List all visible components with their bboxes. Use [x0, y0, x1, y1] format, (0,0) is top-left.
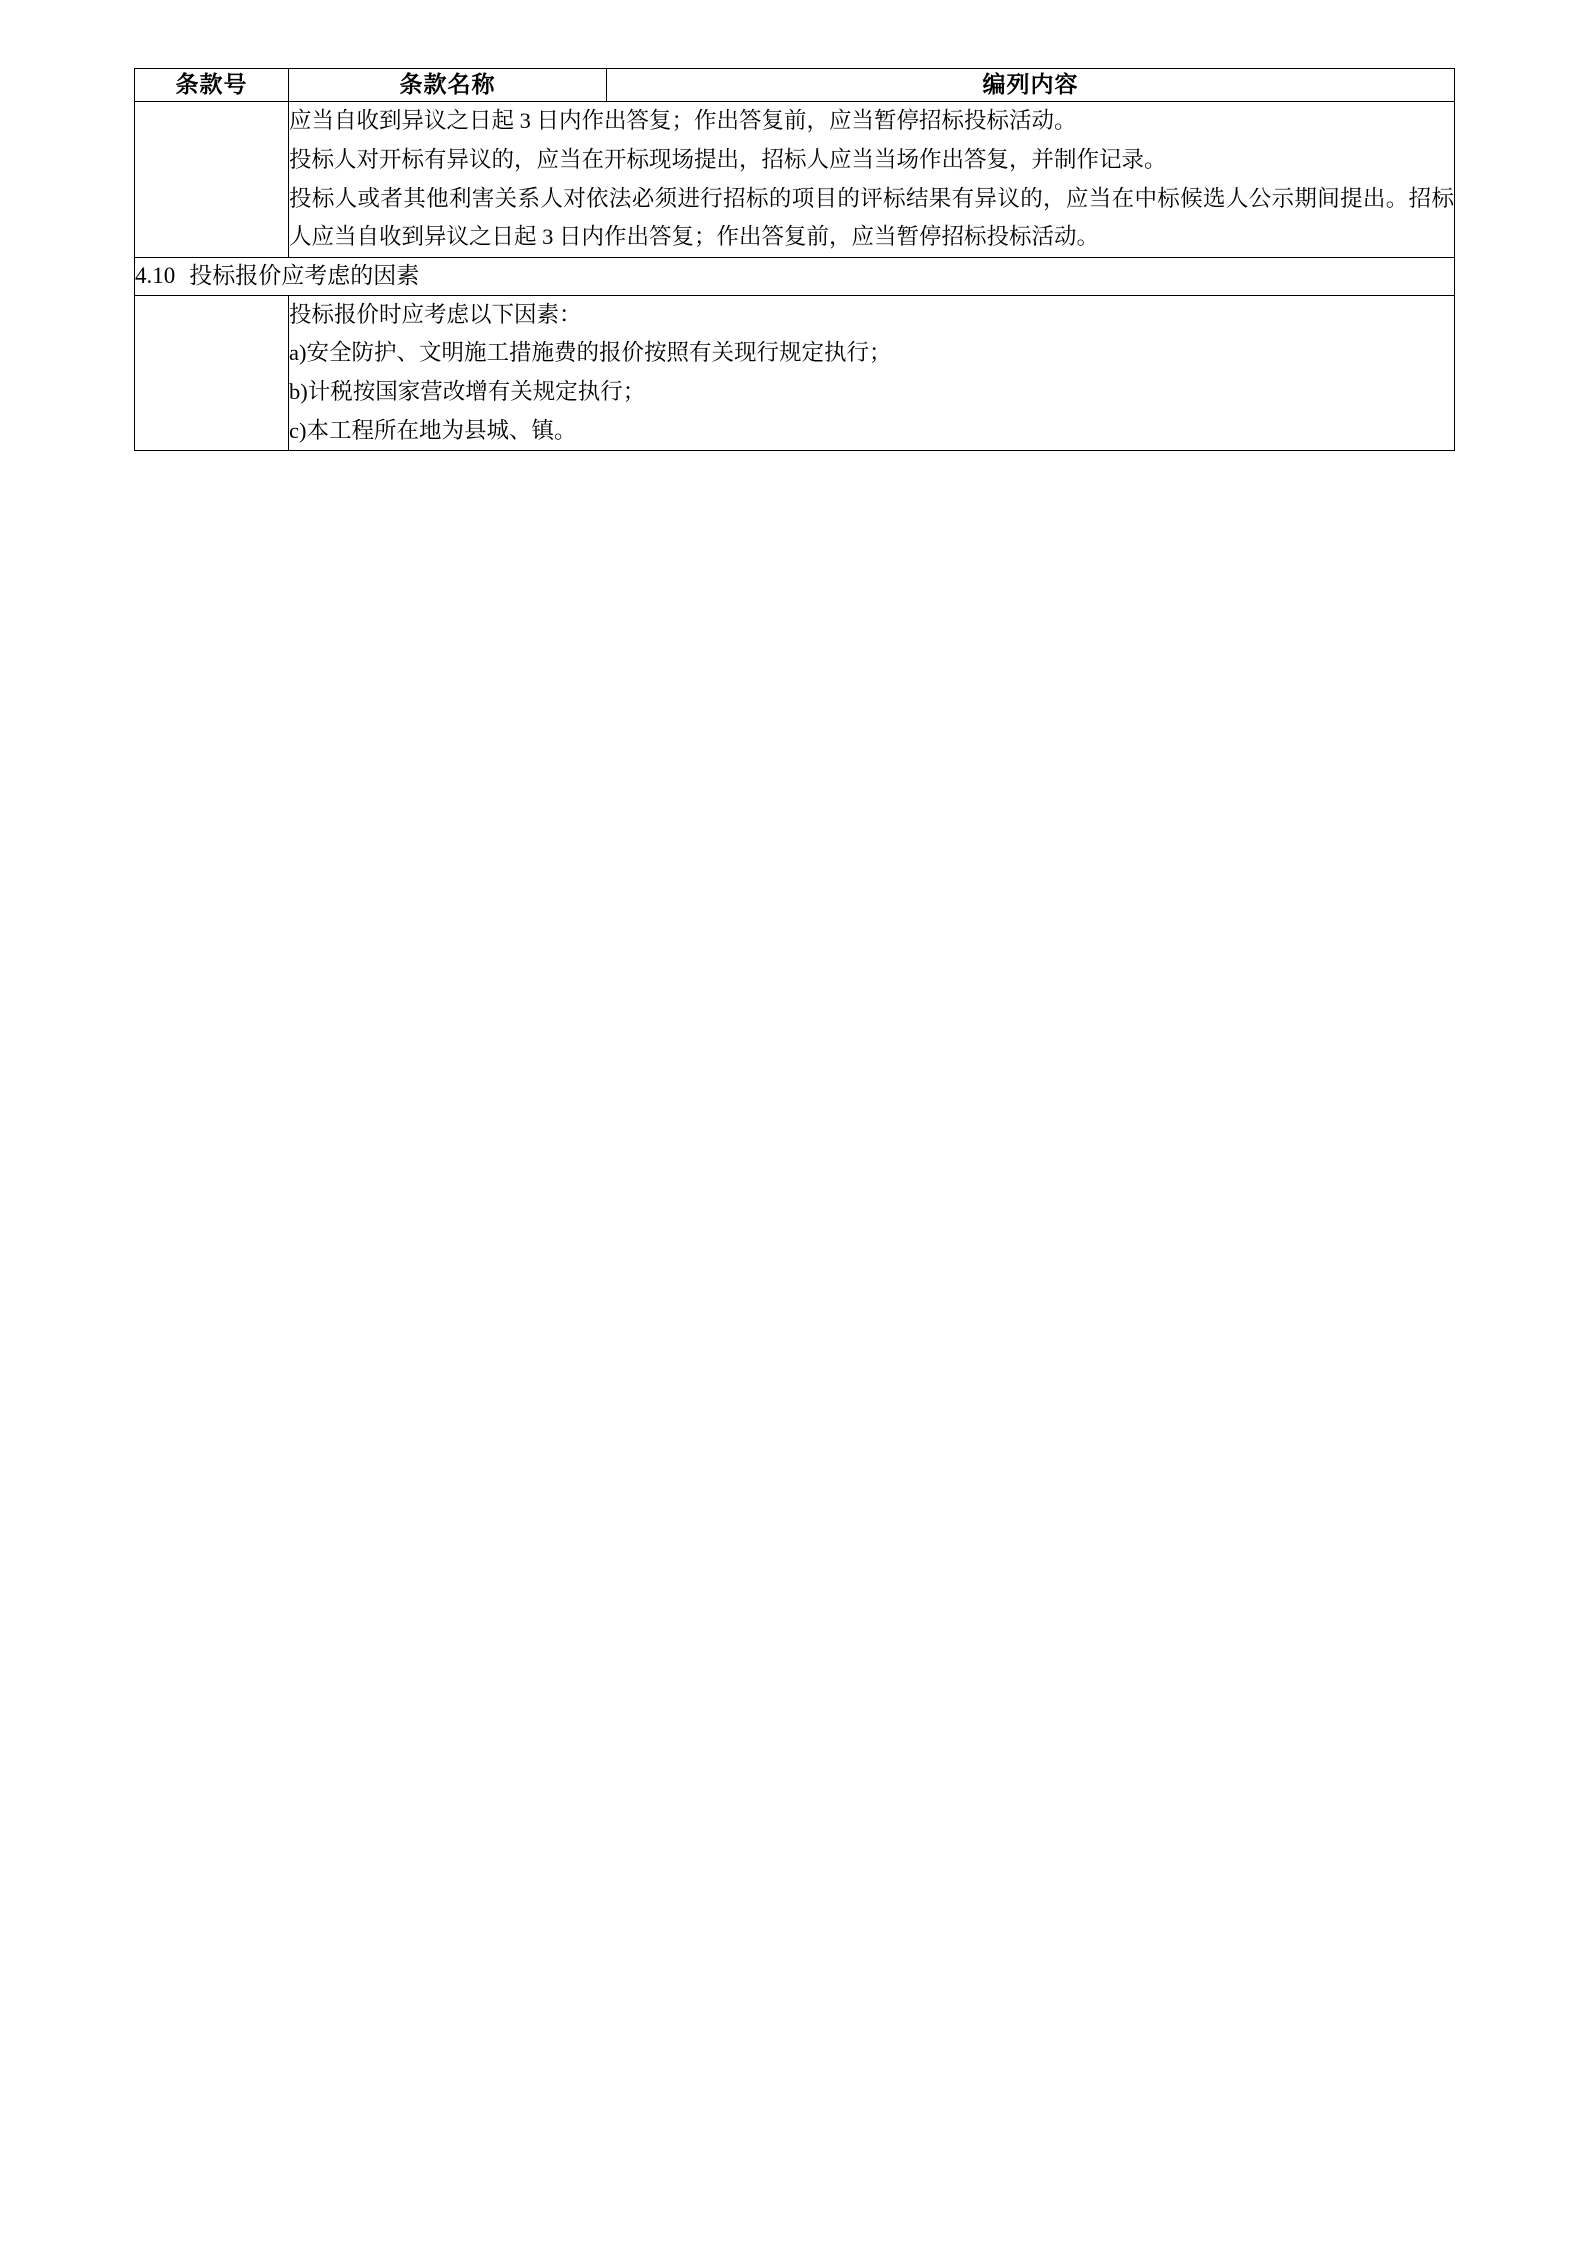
clause-table [134, 68, 1455, 451]
table-section-row [135, 257, 1455, 295]
table-header-row [135, 69, 1455, 102]
table-row [135, 102, 1455, 258]
cell-clause-no [135, 102, 289, 258]
content-paragraph: c)本工程所在地为县城、镇。 [289, 417, 577, 443]
section-number: 4.10 [135, 262, 176, 288]
cell-content [289, 295, 1455, 451]
content-paragraph: a)安全防护、文明施工措施费的报价按照有关现行规定执行； [289, 340, 892, 366]
section-heading [135, 257, 1455, 295]
table-row [135, 295, 1455, 451]
content-paragraph: 投标报价时应考虑以下因素： [289, 301, 582, 327]
header-clause-name: 条款名称 [289, 69, 607, 102]
cell-content [289, 102, 1455, 258]
content-paragraph: b)计税按国家营改增有关规定执行； [289, 379, 646, 405]
content-paragraph: 投标人或者其他利害关系人对依法必须进行招标的项目的评标结果有异议的，应当在中标候选人公示期间提出。招标人应当自收到异议之日起 3 日内作出答复；作出答复前，应当暂停招标投标活动。 [289, 185, 1454, 250]
header-clause-no: 条款号 [135, 69, 289, 102]
content-paragraph: 应当自收到异议之日起 3 日内作出答复；作出答复前，应当暂停招标投标活动。 [289, 108, 1077, 134]
content-paragraph: 投标人对开标有异议的，应当在开标现场提出，招标人应当当场作出答复，并制作记录。 [289, 146, 1167, 172]
section-title: 投标报价应考虑的因素 [189, 262, 420, 288]
header-content: 编列内容 [607, 69, 1455, 102]
cell-clause-no [135, 295, 289, 451]
